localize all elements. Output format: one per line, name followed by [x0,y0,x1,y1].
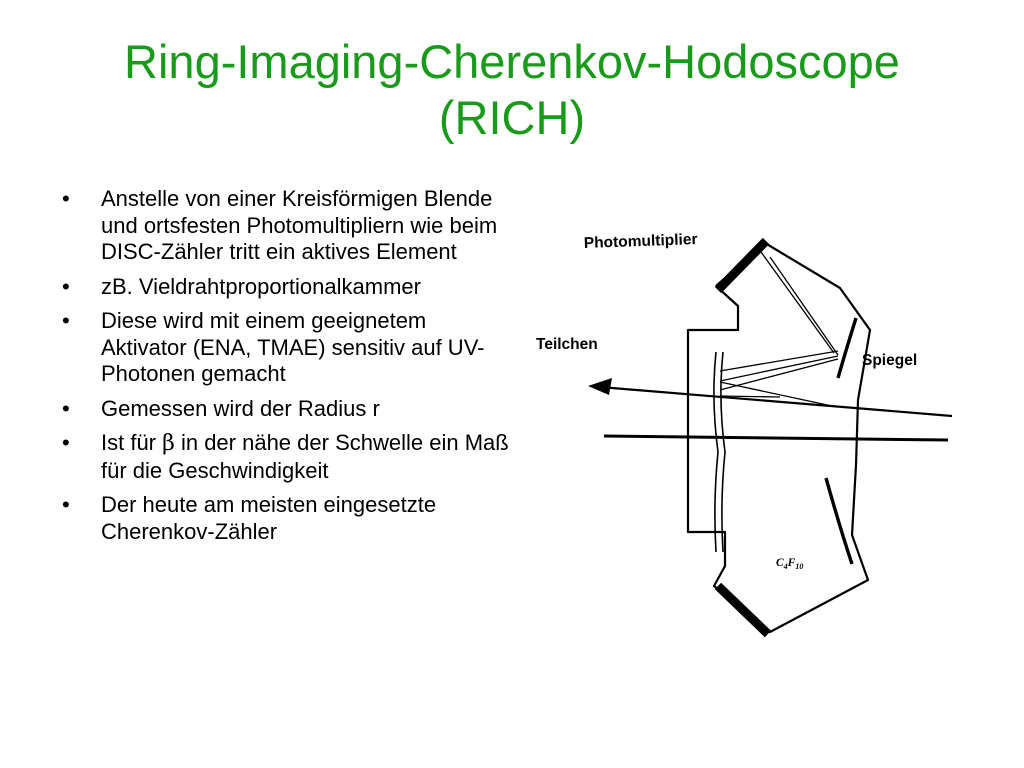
photomultiplier-upper-bar [718,241,766,290]
particle-track-upper [600,387,952,416]
bullet-item [62,492,512,545]
beta-symbol: β [162,431,175,456]
bullet-marker: • [62,273,70,299]
spiegel-mirror-upper [838,318,856,378]
particle-arrowhead [588,378,612,395]
bullet-text: Der heute am meisten eingesetzte Cherenkov-Zähler [101,492,437,544]
particle-track-lower [604,436,948,440]
bullet-text-start: Ist für [101,430,163,455]
slide-title [0,34,1024,146]
label-spiegel: Spiegel [862,352,918,369]
label-gas-c4f10: $C_4F_{10}$ [776,557,804,571]
bullet-text: zB. Vieldrahtproportionalkammer [101,273,421,299]
bullet-item [62,308,512,388]
spiegel-mirror-lower [826,478,852,564]
slide-title-line-2: (RICH) [438,91,586,144]
bullet-marker: • [62,186,70,211]
bullet-marker: • [62,395,70,421]
bullet-item [62,396,512,423]
photon-to-pm-line [761,252,834,353]
bullet-text: Gemessen wird der Radius r [101,395,380,421]
bullet-marker: • [62,430,70,455]
bullet-marker: • [62,492,70,517]
bullet-item [62,186,512,266]
bullet-text: Anstelle von einer Kreisförmigen Blende und ortsfesten Photomultipliern wie beim DISC-Zähler tritt ein aktives Element [101,186,498,264]
label-teilchen: Teilchen [536,336,598,353]
bullet-text-end: in der nähe der Schwelle ein Maß für die Geschwindigkeit [101,430,509,483]
bullet-item [62,430,512,484]
slide-title-line-1: Ring-Imaging-Cherenkov-Hodoscope [124,35,900,88]
bullet-text: Diese wird mit einem geeignetem Aktivator (ENA, TMAE) sensitiv auf UV-Photonen gemacht [101,308,485,386]
photomultiplier-lower-bar [718,586,768,634]
photon-to-pm-line [770,257,838,355]
bullet-item [62,274,512,301]
bullet-list [62,186,512,553]
detector-window-left [714,352,718,552]
bullet-marker: • [62,308,70,333]
label-photomultiplier: Photomultiplier [583,231,698,252]
rich-detector-diagram [520,210,970,650]
